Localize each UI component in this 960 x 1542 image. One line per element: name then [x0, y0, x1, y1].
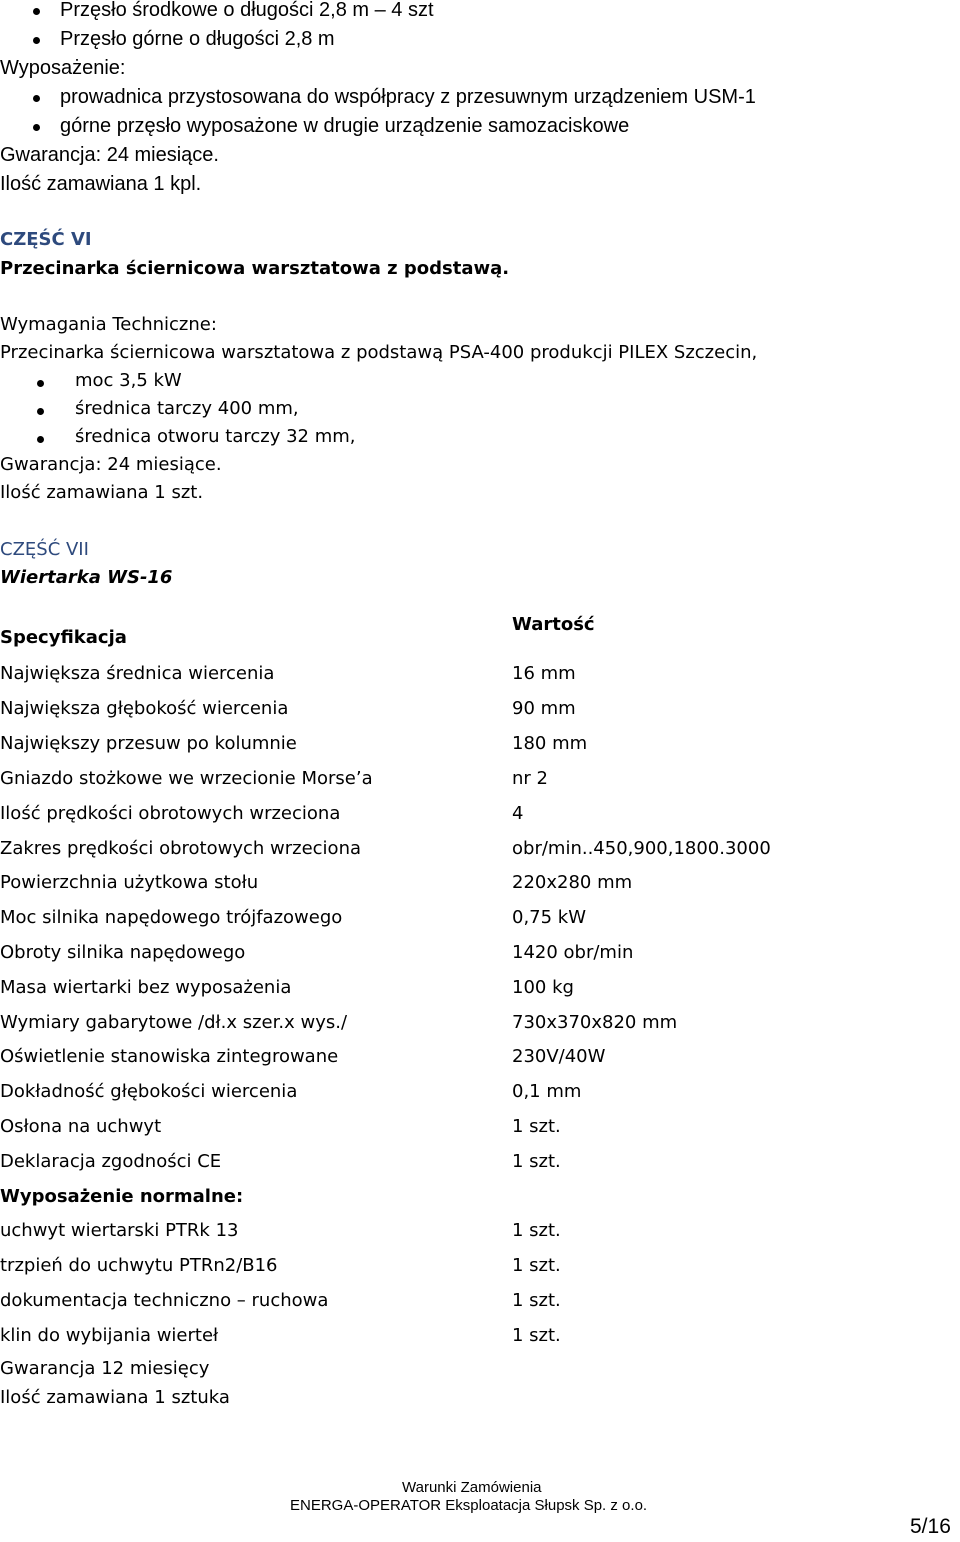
spec-label: Oświetlenie stanowiska zintegrowane [0, 1046, 339, 1067]
spec-label: Największy przesuw po kolumnie [0, 733, 297, 754]
spec-value: 730x370x820 mm [512, 1012, 678, 1033]
spec-label: Obroty silnika napędowego [0, 942, 246, 963]
section-heading: CZĘŚĆ VII [0, 539, 89, 560]
equipment-label: trzpień do uchwytu PTRn2/B16 [0, 1255, 278, 1276]
spec-value: obr/min..450,900,1800.3000 [512, 838, 771, 859]
footer-title: Warunki Zamówienia [402, 1479, 542, 1496]
spec-value: 1 szt. [512, 1151, 561, 1172]
spec-label: Osłona na uchwyt [0, 1116, 162, 1137]
warranty-text: Gwarancja: 24 miesiące. [0, 454, 222, 475]
list-item: moc 3,5 kW [75, 370, 182, 391]
list-item: prowadnica przystosowana do współpracy z przesuwnym urządzeniem USM-1 [60, 86, 756, 108]
description: Przecinarka ściernicowa warsztatowa z podstawą PSA-400 produkcji PILEX Szczecin, [0, 342, 758, 363]
page-number: 5/16 [910, 1515, 951, 1538]
spec-label: Największa średnica wiercenia [0, 663, 275, 684]
equipment-header: Wyposażenie normalne: [0, 1186, 244, 1207]
list-item: Przęsło środkowe o długości 2,8 m – 4 szt [60, 0, 434, 21]
spec-value: 0,1 mm [512, 1081, 582, 1102]
spec-label: Deklaracja zgodności CE [0, 1151, 222, 1172]
quantity-text: Ilość zamawiana 1 sztuka [0, 1387, 230, 1408]
equipment-value: 1 szt. [512, 1325, 561, 1346]
equipment-label: uchwyt wiertarski PTRk 13 [0, 1220, 239, 1241]
spec-value: 180 mm [512, 733, 588, 754]
spec-value: 220x280 mm [512, 872, 633, 893]
equipment-value: 1 szt. [512, 1220, 561, 1241]
section-title: Przecinarka ściernicowa warsztatowa z podstawą. [0, 258, 510, 279]
list-item: górne przęsło wyposażone w drugie urządzenie samozaciskowe [60, 115, 630, 137]
footer-company: ENERGA-OPERATOR Eksploatacja Słupsk Sp. z o.o. [290, 1497, 648, 1514]
equipment-label: klin do wybijania wierteł [0, 1325, 219, 1346]
warranty-text: Gwarancja: 24 miesiące. [0, 144, 219, 166]
equipment-label: dokumentacja techniczno – ruchowa [0, 1290, 329, 1311]
spec-label: Masa wiertarki bez wyposażenia [0, 977, 292, 998]
list-item: średnica otworu tarczy 32 mm, [75, 426, 356, 447]
spec-value: 16 mm [512, 663, 576, 684]
requirements-label: Wymagania Techniczne: [0, 314, 217, 335]
list-item: Przęsło górne o długości 2,8 m [60, 28, 335, 50]
bullet [37, 380, 44, 387]
spec-value: 1 szt. [512, 1116, 561, 1137]
spec-label: Powierzchnia użytkowa stołu [0, 872, 259, 893]
spec-value: 100 kg [512, 977, 574, 998]
spec-label: Ilość prędkości obrotowych wrzeciona [0, 803, 341, 824]
bullet [33, 95, 40, 102]
bullet [37, 436, 44, 443]
value-header: Wartość [512, 614, 595, 635]
spec-value: 4 [512, 803, 524, 824]
spec-value: 1420 obr/min [512, 942, 634, 963]
equipment-value: 1 szt. [512, 1290, 561, 1311]
section-title: Wiertarka WS-16 [0, 567, 173, 588]
spec-label: Zakres prędkości obrotowych wrzeciona [0, 838, 362, 859]
spec-header: Specyfikacja [0, 627, 127, 648]
spec-value: 90 mm [512, 698, 576, 719]
bullet [33, 37, 40, 44]
spec-label: Gniazdo stożkowe we wrzecionie Morse’a [0, 768, 373, 789]
spec-label: Największa głębokość wiercenia [0, 698, 289, 719]
spec-label: Moc silnika napędowego trójfazowego [0, 907, 343, 928]
spec-value: 0,75 kW [512, 907, 587, 928]
spec-label: Dokładność głębokości wiercenia [0, 1081, 298, 1102]
spec-value: 230V/40W [512, 1046, 606, 1067]
warranty-text: Gwarancja 12 miesięcy [0, 1358, 210, 1379]
bullet [33, 8, 40, 15]
quantity-text: Ilość zamawiana 1 kpl. [0, 173, 202, 195]
equipment-value: 1 szt. [512, 1255, 561, 1276]
spec-label: Wymiary gabarytowe /dł.x szer.x wys./ [0, 1012, 348, 1033]
list-item: średnica tarczy 400 mm, [75, 398, 299, 419]
spec-value: nr 2 [512, 768, 548, 789]
section-heading: CZĘŚĆ VI [0, 229, 92, 250]
quantity-text: Ilość zamawiana 1 szt. [0, 482, 204, 503]
bullet [37, 408, 44, 415]
equipment-label: Wyposażenie: [0, 57, 126, 79]
bullet [33, 124, 40, 131]
